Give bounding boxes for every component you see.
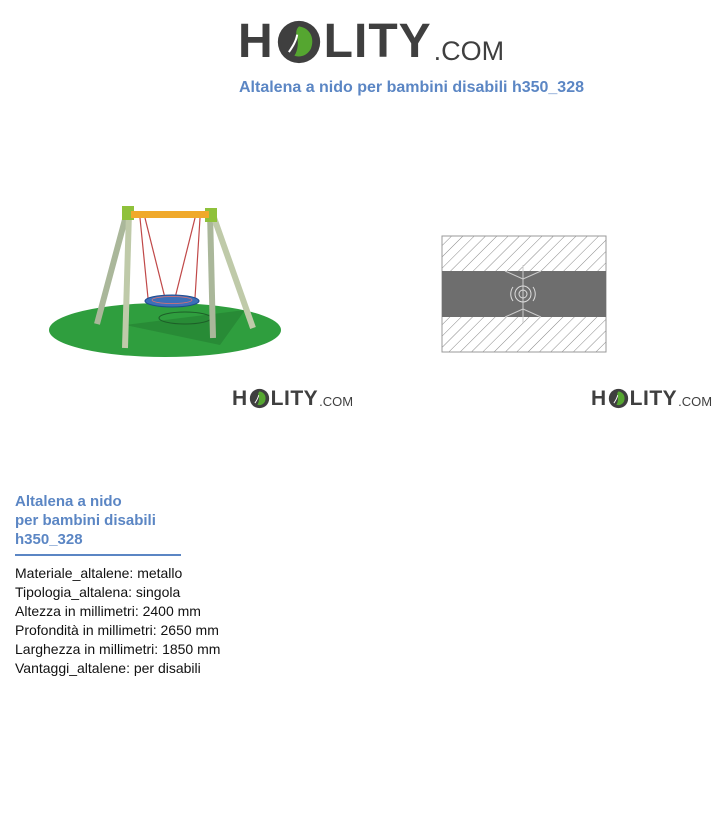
spec-row: Tipologia_altalena: singola [15,584,181,600]
spec-row: Profondità in millimetri: 2650 mm [15,622,219,638]
nest-swing-illustration [45,200,290,362]
leaf-o-icon [608,388,629,409]
logo-suffix: .COM [319,394,354,409]
spec-value: singola [135,584,181,600]
product-title-line: Altalena a nido [15,493,122,510]
logo-text-left: H [591,387,607,410]
leaf-o-icon [276,19,322,65]
spec-label: Tipologia_altalena [15,584,129,600]
holity-logo-small [591,385,712,409]
spec-label: Materiale_altalene [15,565,130,581]
product-title-line: per bambini disabili [15,512,156,529]
title-underline [15,554,181,556]
spec-label: Vantaggi_altalene [15,660,127,676]
logo-text-right: LITY [270,387,319,410]
holity-logo-small [232,385,353,409]
spec-label: Larghezza in millimetri [15,641,155,657]
spec-value: metallo [137,565,183,581]
logo-text-left: H [232,387,248,410]
logo-text-left: H [238,15,274,68]
spec-row: Vantaggi_altalene: per disabili [15,660,201,676]
product-title-line: h350_328 [15,531,83,548]
spec-value: 2650 mm [160,622,219,638]
spec-label: Altezza in millimetri [15,603,135,619]
spec-row: Materiale_altalene: metallo [15,565,183,581]
product-title [15,492,215,549]
spec-label: Profondità in millimetri [15,622,153,638]
spec-value: 1850 mm [162,641,221,657]
page-title: Altalena a nido per bambini disabili h350_328 [239,79,584,96]
logo-text-right: LITY [629,387,678,410]
logo-text-right: LITY [323,15,432,68]
spec-list [15,564,220,678]
logo-suffix: .COM [678,394,713,409]
spec-row: Altezza in millimetri: 2400 mm [15,603,201,619]
spec-value: per disabili [133,660,201,676]
logo-suffix: .COM [433,36,505,66]
leaf-o-icon [249,388,270,409]
holity-logo[interactable] [238,14,504,66]
spec-row: Larghezza in millimetri: 1850 mm [15,641,221,657]
spec-value: 2400 mm [142,603,201,619]
installation-plan-drawing [441,235,607,353]
